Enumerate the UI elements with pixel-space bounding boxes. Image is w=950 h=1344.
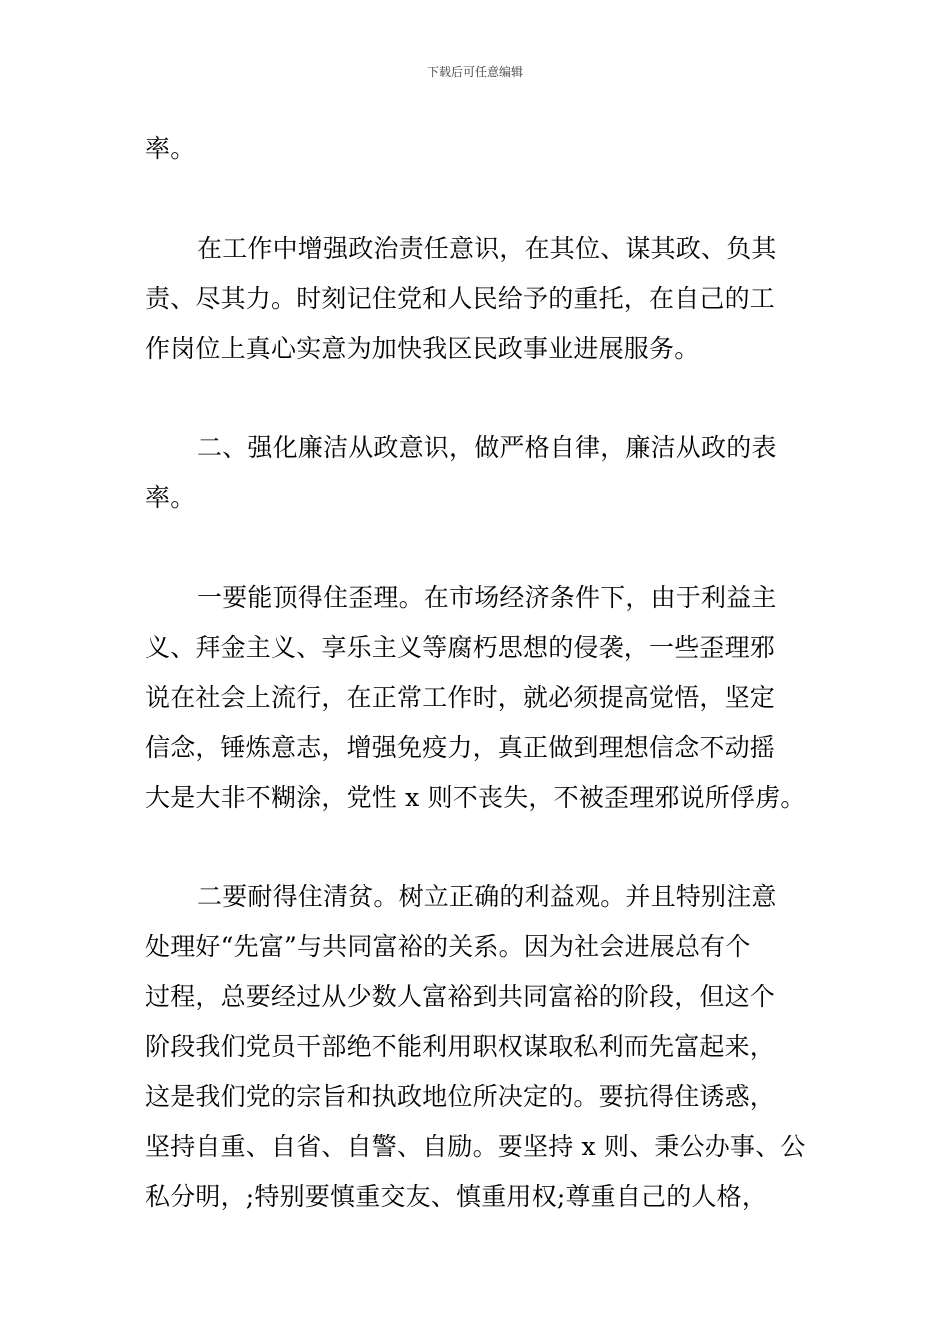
paragraph-line: 处理好“先富”与共同富裕的关系。因为社会进展总有个 xyxy=(145,932,751,961)
paragraph-line: 在工作中增强政治责任意识，在其位、谋其政、负其 xyxy=(197,234,777,263)
paragraph-line: 义、拜金主义、享乐主义等腐朽思想的侵袭，一些歪理邪 xyxy=(145,633,776,662)
paragraph-line: 作岗位上真心实意为加快我区民政事业进展服务。 xyxy=(145,334,700,363)
paragraph-line: 信念，锤炼意志，增强免疫力，真正做到理想信念不动摇 xyxy=(145,733,776,762)
page-header: 下载后可任意编辑 xyxy=(426,65,523,79)
paragraph-line: 阶段我们党员干部绝不能利用职权谋取私利而先富起来， xyxy=(145,1032,776,1061)
paragraph-line: 一要能顶得住歪理。在市场经济条件下，由于利益主 xyxy=(197,583,777,612)
paragraph-line: 私分明，;特别要慎重交友、慎重用权;尊重自己的人格， xyxy=(145,1182,768,1211)
paragraph-line: 二、强化廉洁从政意识，做严格自律，廉洁从政的表 xyxy=(197,433,777,462)
paragraph-line: 坚持自重、自省、自警、自励。要坚持 x 则、秉公办事、公 xyxy=(145,1132,806,1161)
paragraph-line: 这是我们党的宗旨和执政地位所决定的。要抗得住诱惑， xyxy=(145,1082,776,1111)
paragraph-line: 责、尽其力。时刻记住党和人民给予的重托，在自己的工 xyxy=(145,284,776,313)
paragraph-line: 大是大非不糊涂，党性 x 则不丧失，不被歪理邪说所俘虏。 xyxy=(145,783,806,812)
paragraph-line: 过程，总要经过从少数人富裕到共同富裕的阶段，但这个 xyxy=(145,982,776,1011)
paragraph-line: 二要耐得住清贫。树立正确的利益观。并且特别注意 xyxy=(197,882,777,911)
paragraph-line: 率。 xyxy=(145,134,196,163)
paragraph-line: 率。 xyxy=(145,483,196,512)
paragraph-line: 说在社会上流行，在正常工作时，就必须提高觉悟，坚定 xyxy=(145,683,776,712)
